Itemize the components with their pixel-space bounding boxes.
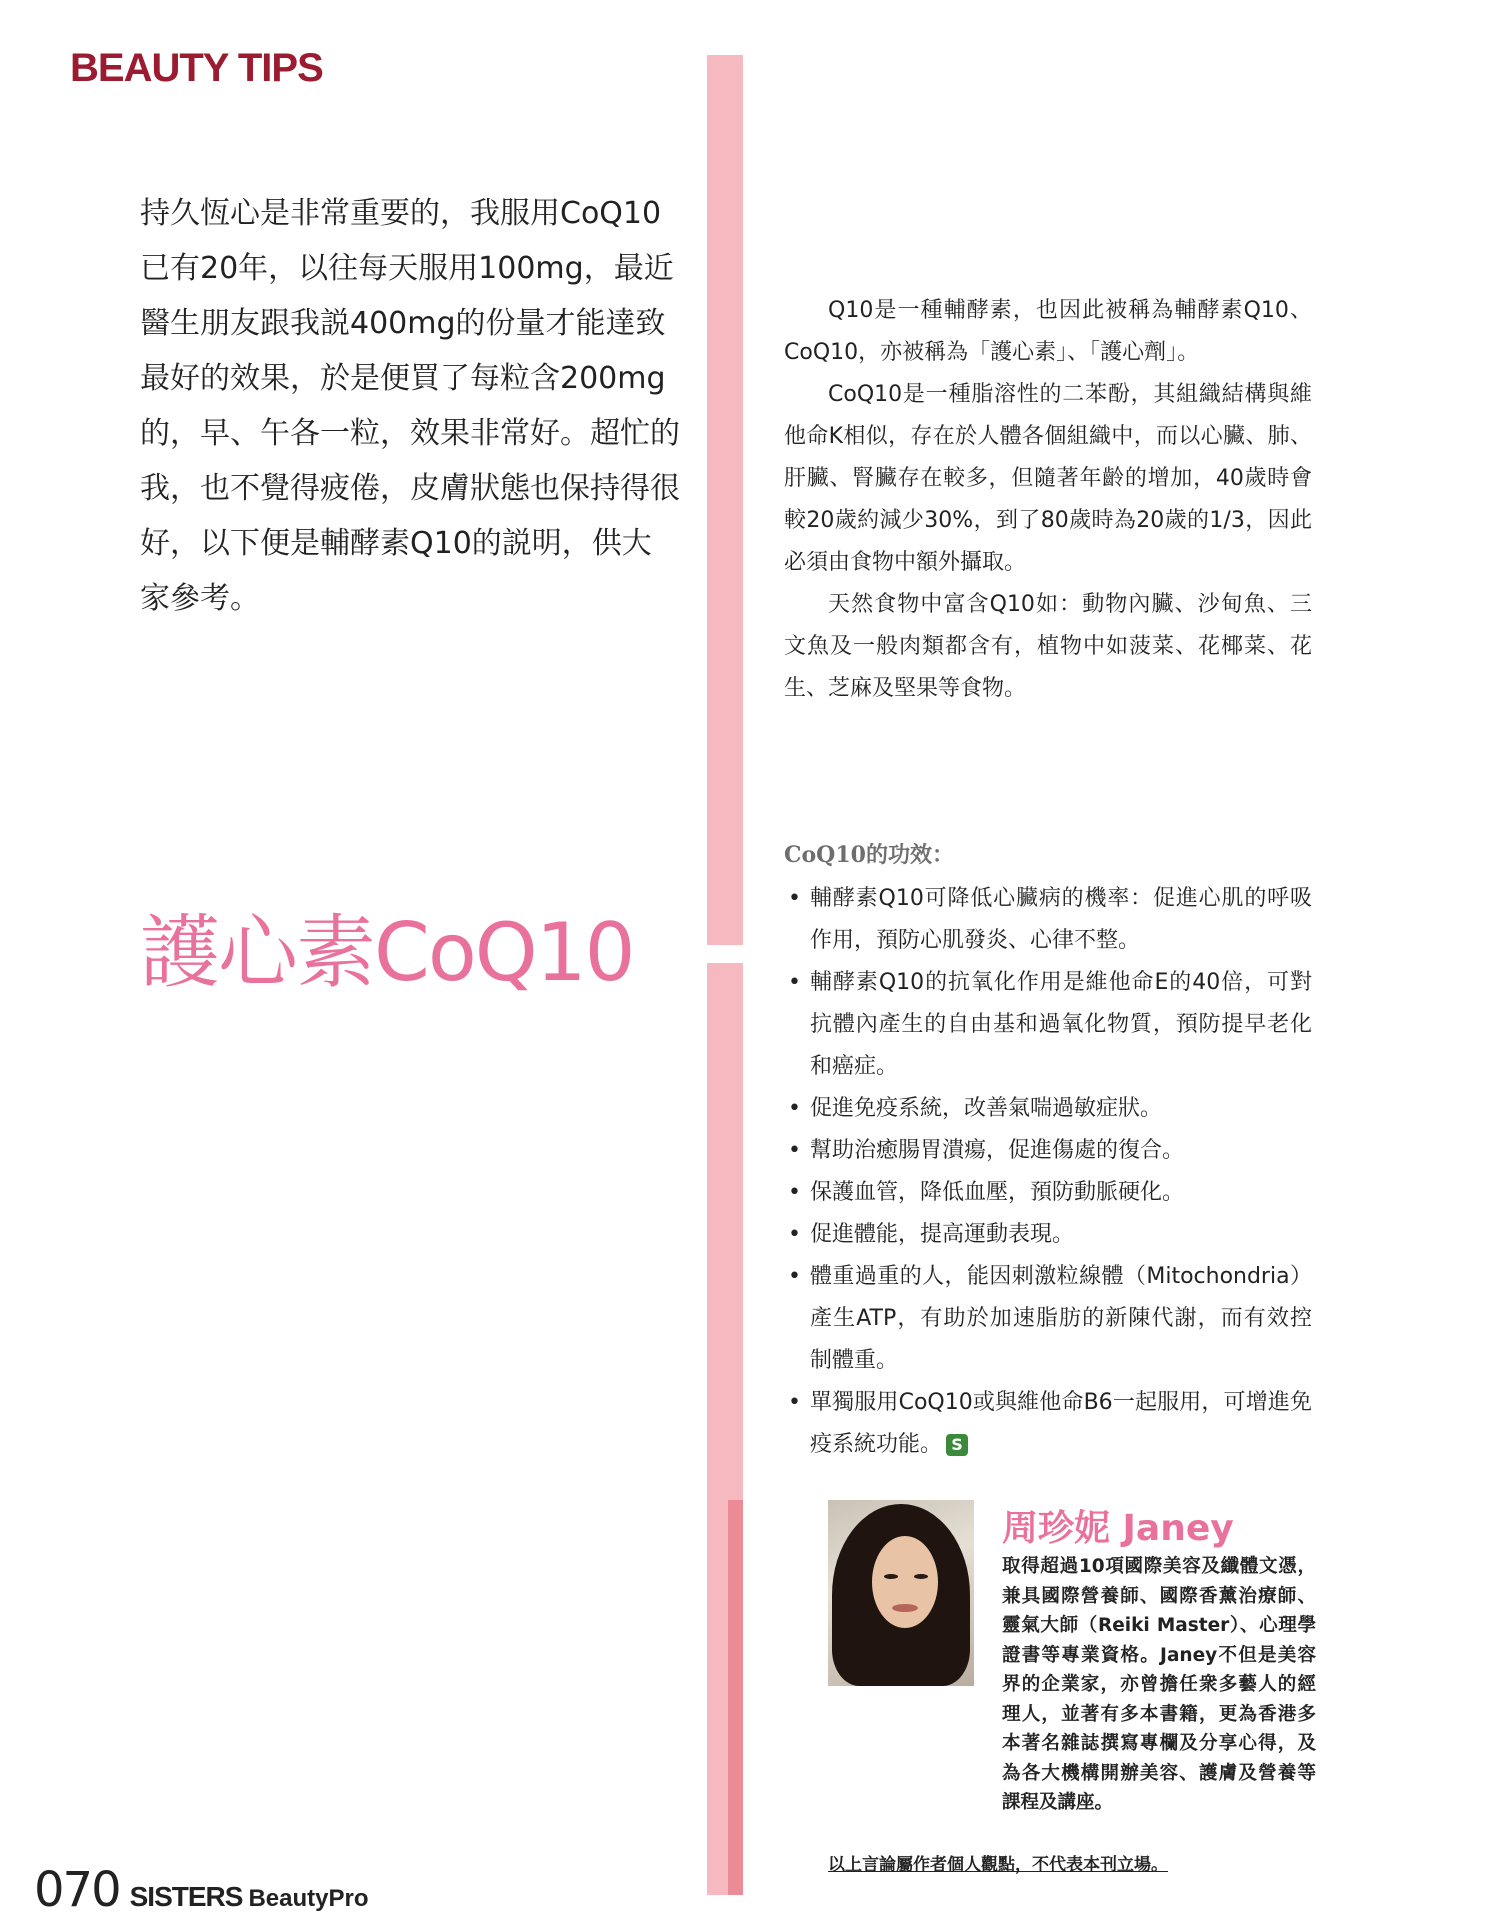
photo-eye bbox=[884, 1574, 898, 1579]
list-item: • 促進免疫系統，改善氣喘過敏症狀。 bbox=[784, 1088, 1312, 1130]
end-mark-icon: S bbox=[946, 1434, 968, 1456]
list-item: • 幫助治癒腸胃潰瘍，促進傷處的復合。 bbox=[784, 1130, 1312, 1172]
list-item-text: 單獨服用CoQ10或與維他命B6一起服用，可增進免疫系統功能。 bbox=[810, 1390, 1312, 1457]
list-item: • 體重過重的人，能因刺激粒線體（Mitochondria）產生ATP，有助於加速脂肪的新陳代謝，而有效控制體重。 bbox=[784, 1256, 1312, 1382]
photo-face bbox=[872, 1536, 938, 1628]
photo-eye bbox=[914, 1574, 928, 1579]
decorative-bar-accent bbox=[728, 1500, 743, 1895]
body-column bbox=[784, 290, 1312, 710]
body-paragraph-2: CoQ10是一種脂溶性的二苯酚，其組織結構與維他命K相似，存在於人體各個組織中，而以心臟、肺、肝臟、腎臟存在較多，但隨著年齡的增加，40歲時會較20歲約減少30%，到了80歲時為20歲的1/3，因此必須由食物中額外攝取。 bbox=[784, 382, 1312, 575]
magazine-subtitle: BeautyPro bbox=[248, 1885, 369, 1912]
body-paragraph-1: Q10是一種輔酵素，也因此被稱為輔酵素Q10、CoQ10，亦被稱為「護心素」、「護心劑」。 bbox=[784, 298, 1312, 365]
author-photo bbox=[828, 1500, 974, 1686]
list-item: • 輔酵素Q10可降低心臟病的機率：促進心肌的呼吸作用，預防心肌發炎、心律不整。 bbox=[784, 878, 1312, 962]
page-number: 070 bbox=[34, 1862, 120, 1918]
disclaimer: 以上言論屬作者個人觀點，不代表本刊立場。 bbox=[828, 1855, 1168, 1875]
list-item bbox=[784, 1382, 1312, 1466]
page-footer bbox=[34, 1862, 368, 1918]
article-title: 護心素CoQ10 bbox=[140, 906, 634, 999]
section-header: BEAUTY TIPS bbox=[70, 46, 323, 90]
list-item: • 促進體能，提高運動表現。 bbox=[784, 1214, 1312, 1256]
magazine-name: SISTERS bbox=[129, 1881, 243, 1912]
intro-paragraph: 持久恆心是非常重要的，我服用CoQ10已有20年，以往每天服用100mg，最近醫生朋友跟我説400mg的份量才能達致最好的效果，於是便買了每粒含200mg的，早、午各一粒，效果非常好。超忙的我，也不覺得疲倦，皮膚狀態也保持得很好，以下便是輔酵素Q10的説明，供大家參考。 bbox=[140, 196, 680, 616]
body-paragraph-3: 天然食物中富含Q10如：動物內臟、沙甸魚、三文魚及一般肉類都含有，植物中如菠菜、花椰菜、花生、芝麻及堅果等食物。 bbox=[784, 592, 1312, 701]
list-item: • 輔酵素Q10的抗氧化作用是維他命E的40倍，可對抗體內產生的自由基和過氧化物質，預防提早老化和癌症。 bbox=[784, 962, 1312, 1088]
list-item: • 保護血管，降低血壓，預防動脈硬化。 bbox=[784, 1172, 1312, 1214]
effects-list bbox=[784, 878, 1312, 1466]
author-bio: 取得超過10項國際美容及纖體文憑，兼具國際營養師、國際香薰治療師、靈氣大師（Reiki Master）、心理學證書等專業資格。Janey不但是美容界的企業家，亦曾擔任衆多藝人的經理人，並著有多本書籍，更為香港多本著名雜誌撰寫專欄及分享心得，及為各大機構開辦美容、護膚及營養等課程及講座。 bbox=[1002, 1556, 1316, 1813]
author-name: 周珍妮 Janey bbox=[1002, 1508, 1234, 1549]
photo-lips bbox=[892, 1604, 918, 1612]
decorative-bar-top bbox=[707, 55, 743, 945]
effects-heading: CoQ10的功效： bbox=[784, 842, 954, 868]
